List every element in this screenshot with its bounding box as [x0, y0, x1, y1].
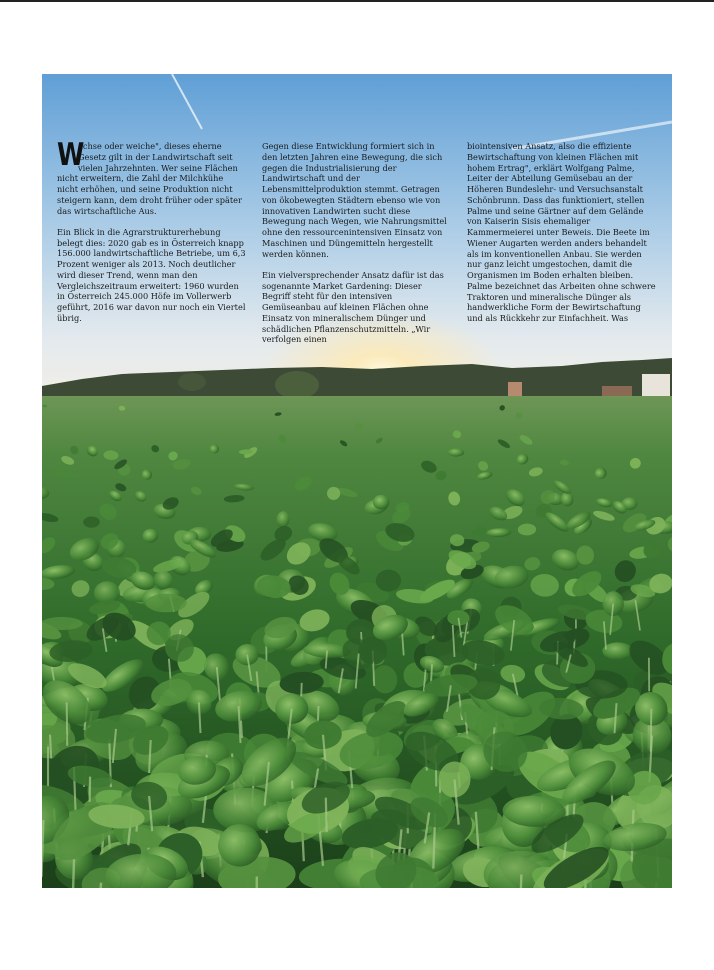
page-top-rule — [0, 0, 714, 2]
beet-stem — [73, 859, 75, 888]
beet-stem — [67, 702, 68, 745]
paragraph-text: achse oder weiche", dieses eherne Gesetz gilt in der Landwirtschaft seit vielen Jahrzehnten. Wer seine Flächen nicht erweitern, die Zahl der Milchkühe nicht erhöhen, und seine Produktion nicht steigern kann, dem droht früher oder später das wirtschaftliche Aus. — [57, 141, 242, 216]
beet-stem — [326, 798, 327, 833]
paragraph: Ein Blick in die Agrarstrukturerhebung belegt dies: 2020 gab es in Österreich knapp 156.000 landwirtschaftliche Betriebe, um 6,3 Prozent weniger als 2013. Noch deutlicher wird dieser Trend, wenn man den Vergleichszeitraum erweitert: 1960 wurden in Österreich 245.000 Höfe im Vollerwerb geführt, 2016 war davon nur noch ein Viertel übrig. — [57, 226, 246, 323]
article-column-3 — [467, 141, 656, 353]
paragraph: Ein vielversprechender Ansatz dafür ist das sogenannte Market Gardening: Dieser Begriff steht für den intensiven Gemüseanbau auf kleinen Flächen ohne Einsatz von mineralischem Dünger und schädlichen Pflanzenschutzmitteln. „Wir verfolgen einen — [262, 269, 444, 345]
paragraph: Gegen diese Entwicklung formiert sich in den letzten Jahren eine Bewegung, die sich gegen die Industrialisierung der Landwirtschaft und der Lebensmittelproduktion stemmt. Getragen von ökobewegten Städtern ebenso wie von innovativen Landwirten sucht diese Bewegung nach Wegen, wie Nahrungsmittel ohne den ressourcenintensiven Einsatz von Maschinen und Düngemitteln hergestellt werden können. — [262, 141, 447, 259]
drop-cap: W — [57, 137, 85, 173]
beet-leaf — [146, 594, 187, 613]
beet-stem — [651, 709, 652, 752]
beet-stem — [50, 735, 51, 759]
paragraph — [57, 137, 246, 216]
article-column-1 — [57, 137, 246, 353]
paragraph: biointensiven Ansatz, also die effiziente Bewirtschaftung von kleinen Flächen mit hohem Ertrag", erklärt Wolfgang Palme, Leiter der Abteilung Gemüsebau an der Höheren Bundeslehr- und Versuchsanstalt Schönbrunn. Dass das funktioniert, stellen Palme und seine Gärtner auf dem Gelände von Kaiserin Sisis ehemaliger Kammermeierei unter Beweis. Die Beete im Wiener Augarten werden anders behandelt als im konventionellen Anbau. Sie werden nur ganz leicht umgestochen, damit die Organismen im Boden erhalten bleiben. Palme bezeichnet das Arbeiten ohne schwere Traktoren und mineralische Dünger als handwerkliche Form der Bewirtschaftung und als Rückkehr zur Einfachheit. Was — [467, 141, 656, 323]
beet-leaf — [448, 448, 464, 456]
article-column-2 — [262, 141, 451, 353]
article-text — [57, 137, 657, 353]
beet-stem — [90, 777, 91, 802]
